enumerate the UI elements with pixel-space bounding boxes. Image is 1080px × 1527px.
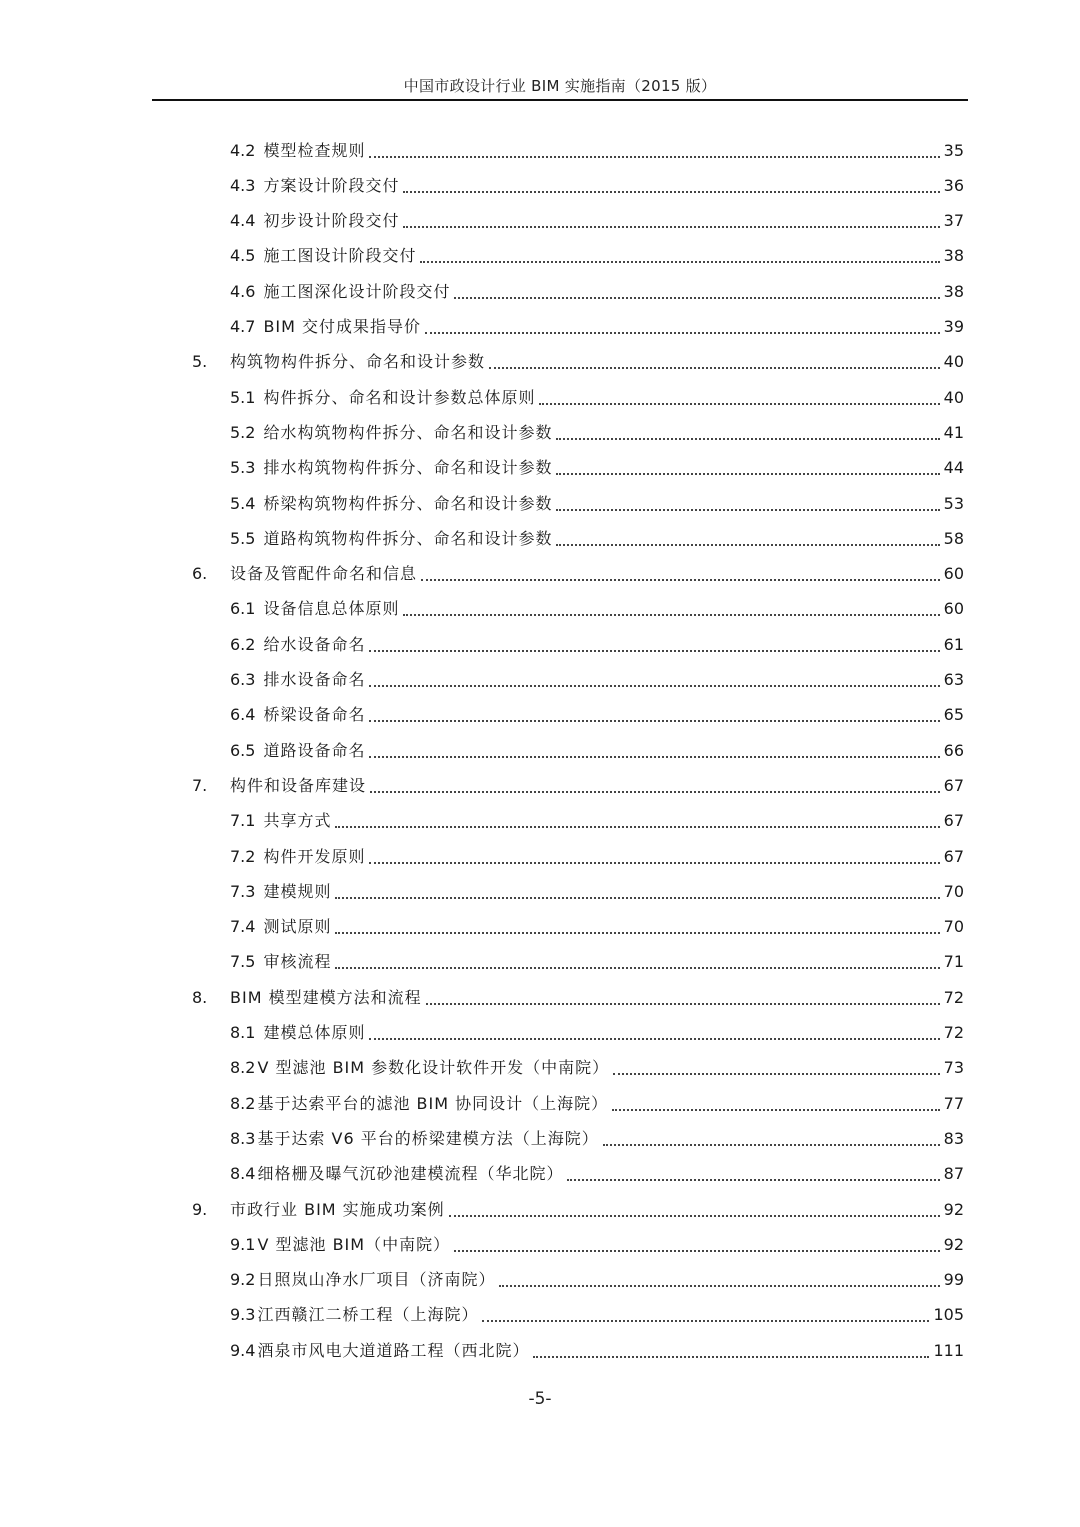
toc-entry-title: 江西赣江二桥工程（上海院）: [257, 1305, 479, 1325]
toc-entry-page: 70: [943, 917, 964, 937]
toc-dot-leader: [369, 756, 939, 758]
toc-entry-number: 9.: [192, 1199, 208, 1219]
toc-entry-number: 9.1: [230, 1234, 256, 1254]
toc-entry-title: BIM 模型建模方法和流程: [230, 987, 422, 1007]
toc-entry-page: 41: [943, 422, 964, 442]
toc-entry-page: 67: [943, 846, 964, 866]
toc-section-entry[interactable]: [230, 874, 964, 909]
toc-entry-page: 36: [943, 175, 964, 195]
toc-entry-title: 施工图深化设计阶段交付: [263, 281, 451, 301]
page-number: -5-: [528, 1389, 552, 1409]
toc-section-entry[interactable]: [230, 168, 964, 203]
toc-entry-page: 39: [943, 317, 964, 336]
toc-entry-number: 8.4: [230, 1164, 256, 1184]
toc-entry-title: 审核流程: [263, 952, 332, 972]
toc-dot-leader: [612, 1109, 940, 1111]
toc-entry-number: 6.3: [230, 670, 256, 689]
toc-chapter-entry[interactable]: [192, 768, 964, 803]
toc-entry-page: 35: [943, 140, 964, 160]
toc-entry-page: 70: [943, 881, 964, 901]
toc-entry-title: 桥梁构筑物构件拆分、命名和设计参数: [263, 493, 553, 513]
toc-section-entry[interactable]: [230, 733, 964, 768]
toc-section-entry[interactable]: [230, 1051, 964, 1086]
toc-entry-number: 7.5: [230, 952, 256, 972]
toc-entry-number: 4.4: [230, 211, 256, 231]
toc-dot-leader: [556, 473, 939, 475]
toc-section-entry[interactable]: [230, 1121, 964, 1156]
toc-entry-number: 9.4: [230, 1340, 256, 1360]
toc-entry-title: V 型滤池 BIM（中南院）: [257, 1234, 451, 1254]
toc-entry-number: 8.3: [230, 1128, 256, 1148]
toc-entry-page: 61: [943, 634, 964, 654]
toc-entry-number: 5.2: [230, 422, 256, 442]
toc-entry-page: 72: [943, 987, 964, 1007]
toc-chapter-entry[interactable]: [192, 980, 964, 1015]
toc-entry-number: 6.2: [230, 634, 256, 654]
toc-section-entry[interactable]: [230, 380, 964, 415]
toc-section-entry[interactable]: [230, 627, 964, 662]
toc-section-entry[interactable]: [230, 839, 964, 874]
toc-entry-number: 4.6: [230, 281, 256, 301]
toc-dot-leader: [533, 1356, 929, 1358]
toc-entry-title: 基于达索 V6 平台的桥梁建模方法（上海院）: [257, 1128, 599, 1148]
toc-section-entry[interactable]: [230, 204, 964, 239]
toc-entry-title: 道路构筑物构件拆分、命名和设计参数: [263, 528, 553, 548]
toc-dot-leader: [499, 1285, 939, 1287]
toc-section-entry[interactable]: [230, 1333, 964, 1368]
toc-dot-leader: [335, 826, 939, 828]
toc-entry-page: 83: [943, 1128, 964, 1148]
toc-entry-page: 77: [943, 1093, 964, 1113]
toc-entry-page: 67: [943, 775, 964, 795]
toc-dot-leader: [454, 1250, 940, 1252]
toc-dot-leader: [482, 1320, 929, 1322]
toc-entry-title: 构件开发原则: [263, 846, 366, 866]
toc-dot-leader: [603, 1144, 940, 1146]
toc-entry-title: 初步设计阶段交付: [263, 211, 400, 231]
toc-entry-number: 4.3: [230, 175, 256, 195]
toc-dot-leader: [403, 614, 939, 616]
toc-entry-title: 构筑物构件拆分、命名和设计参数: [230, 352, 486, 372]
toc-entry-title: 构件拆分、命名和设计参数总体原则: [263, 387, 536, 407]
toc-entry-number: 8.2: [230, 1093, 256, 1113]
toc-dot-leader: [489, 367, 940, 369]
toc-dot-leader: [449, 1215, 940, 1217]
toc-entry-number: 5.: [192, 352, 208, 372]
toc-dot-leader: [613, 1073, 939, 1075]
toc-entry-page: 67: [943, 811, 964, 831]
toc-entry-title: 给水构筑物构件拆分、命名和设计参数: [263, 422, 553, 442]
toc-entry-title: 市政行业 BIM 实施成功案例: [230, 1199, 445, 1219]
toc-entry-page: 40: [943, 387, 964, 407]
toc-entry-number: 8.1: [230, 1023, 256, 1042]
toc-entry-number: 7.4: [230, 917, 256, 937]
toc-entry-page: 63: [943, 670, 964, 689]
toc-entry-number: 5.5: [230, 528, 256, 548]
toc-entry-page: 53: [943, 493, 964, 513]
toc-entry-title: 日照岚山净水厂项目（济南院）: [257, 1270, 496, 1290]
toc-dot-leader: [454, 297, 939, 299]
toc-entry-page: 105: [933, 1305, 964, 1325]
toc-entry-page: 111: [933, 1340, 964, 1360]
toc-entry-number: 4.5: [230, 246, 256, 266]
toc-dot-leader: [370, 791, 940, 793]
toc-section-entry[interactable]: [230, 274, 964, 309]
toc-entry-page: 92: [943, 1234, 964, 1254]
toc-entry-number: 7.2: [230, 846, 256, 866]
toc-entry-title: 道路设备命名: [263, 740, 366, 760]
toc-dot-leader: [369, 862, 939, 864]
toc-entry-title: 排水设备命名: [263, 670, 366, 689]
toc-entry-page: 40: [943, 352, 964, 372]
toc-dot-leader: [539, 403, 939, 405]
toc-entry-number: 6.5: [230, 740, 256, 760]
toc-entry-number: 8.2: [230, 1058, 256, 1078]
toc-section-entry[interactable]: [230, 310, 964, 345]
toc-section-entry[interactable]: [230, 804, 964, 839]
toc-entry-number: 7.1: [230, 811, 256, 831]
toc-dot-leader: [369, 650, 939, 652]
toc-entry-title: 构件和设备库建设: [230, 775, 367, 795]
toc-dot-leader: [369, 156, 939, 158]
toc-section-entry[interactable]: [230, 133, 964, 168]
toc-section-entry[interactable]: [230, 945, 964, 980]
toc-entry-title: 设备及管配件命名和信息: [230, 564, 418, 584]
toc-entry-number: 5.3: [230, 458, 256, 478]
toc-entry-title: 方案设计阶段交付: [263, 175, 400, 195]
toc-section-entry[interactable]: [230, 239, 964, 274]
toc-entry-page: 38: [943, 281, 964, 301]
toc-section-entry[interactable]: [230, 910, 964, 945]
toc-entry-number: 4.2: [230, 140, 256, 160]
toc-entry-title: 细格栅及曝气沉砂池建模流程（华北院）: [257, 1164, 564, 1184]
toc-dot-leader: [567, 1179, 939, 1181]
toc-chapter-entry[interactable]: [192, 557, 964, 592]
toc-entry-page: 58: [943, 528, 964, 548]
toc-entry-number: 6.1: [230, 599, 256, 619]
toc-section-entry[interactable]: [230, 698, 964, 733]
toc-entry-title: 测试原则: [263, 917, 332, 937]
toc-entry-page: 87: [943, 1164, 964, 1184]
toc-entry-page: 60: [943, 564, 964, 584]
toc-entry-page: 65: [943, 705, 964, 725]
toc-section-entry[interactable]: [230, 592, 964, 627]
toc-dot-leader: [556, 509, 939, 511]
toc-entry-title: 建模规则: [263, 881, 332, 901]
toc-entry-title: 模型检查规则: [263, 140, 366, 160]
toc-section-entry[interactable]: [230, 1157, 964, 1192]
header-rule: [152, 99, 968, 101]
toc-entry-title: 建模总体原则: [263, 1023, 366, 1042]
toc-entry-page: 99: [943, 1270, 964, 1290]
toc-entry-page: 73: [943, 1058, 964, 1078]
toc-section-entry[interactable]: [230, 486, 964, 521]
toc-entry-title: 给水设备命名: [263, 634, 366, 654]
toc-entry-page: 37: [943, 211, 964, 231]
toc-dot-leader: [426, 1003, 940, 1005]
toc-entry-number: 6.: [192, 564, 208, 584]
toc-entry-page: 66: [943, 740, 964, 760]
toc-dot-leader: [335, 897, 939, 899]
toc-section-entry[interactable]: [230, 663, 964, 698]
toc-dot-leader: [403, 226, 939, 228]
toc-dot-leader: [403, 191, 939, 193]
toc-entry-page: 44: [943, 458, 964, 478]
toc-entry-page: 92: [943, 1199, 964, 1219]
toc-section-entry[interactable]: [230, 1086, 964, 1121]
toc-entry-number: 7.3: [230, 881, 256, 901]
toc-dot-leader: [556, 438, 939, 440]
toc-entry-number: 9.3: [230, 1305, 256, 1325]
toc-entry-number: 5.1: [230, 387, 256, 407]
toc-entry-number: 4.7: [230, 317, 256, 336]
toc-entry-title: 设备信息总体原则: [263, 599, 400, 619]
toc-section-entry[interactable]: [230, 415, 964, 450]
toc-dot-leader: [335, 932, 939, 934]
toc-entry-title: 排水构筑物构件拆分、命名和设计参数: [263, 458, 553, 478]
toc-entry-title: BIM 交付成果指导价: [263, 317, 422, 336]
toc-entry-title: 基于达索平台的滤池 BIM 协同设计（上海院）: [257, 1093, 609, 1113]
toc-entry-title: V 型滤池 BIM 参数化设计软件开发（中南院）: [257, 1058, 610, 1078]
toc-dot-leader: [421, 579, 940, 581]
toc-entry-page: 60: [943, 599, 964, 619]
toc-chapter-entry[interactable]: [192, 345, 964, 380]
toc-dot-leader: [335, 967, 939, 969]
toc-entry-page: 38: [943, 246, 964, 266]
toc-section-entry[interactable]: [230, 451, 964, 486]
toc-section-entry[interactable]: [230, 1227, 964, 1262]
toc-section-entry[interactable]: [230, 1298, 964, 1333]
toc-entry-page: 72: [943, 1023, 964, 1042]
toc-entry-number: 5.4: [230, 493, 256, 513]
toc-dot-leader: [369, 720, 939, 722]
toc-entry-title: 桥梁设备命名: [263, 705, 366, 725]
toc-entry-title: 共享方式: [263, 811, 332, 831]
toc-entry-number: 8.: [192, 987, 208, 1007]
toc-section-entry[interactable]: [230, 1016, 964, 1051]
toc-section-entry[interactable]: [230, 1263, 964, 1298]
toc-section-entry[interactable]: [230, 521, 964, 556]
toc-dot-leader: [425, 332, 940, 334]
running-header: 中国市政设计行业 BIM 实施指南（2015 版）: [403, 77, 717, 95]
toc-entry-title: 酒泉市风电大道道路工程（西北院）: [257, 1340, 530, 1360]
toc-dot-leader: [420, 261, 939, 263]
toc-entry-number: 9.2: [230, 1270, 256, 1290]
toc-entry-number: 6.4: [230, 705, 256, 725]
toc-entry-title: 施工图设计阶段交付: [263, 246, 417, 266]
toc-chapter-entry[interactable]: [192, 1192, 964, 1227]
toc-dot-leader: [369, 1038, 939, 1040]
toc-dot-leader: [369, 685, 939, 687]
toc-dot-leader: [556, 544, 939, 546]
toc-entry-number: 7.: [192, 775, 208, 795]
toc-entry-page: 71: [943, 952, 964, 972]
